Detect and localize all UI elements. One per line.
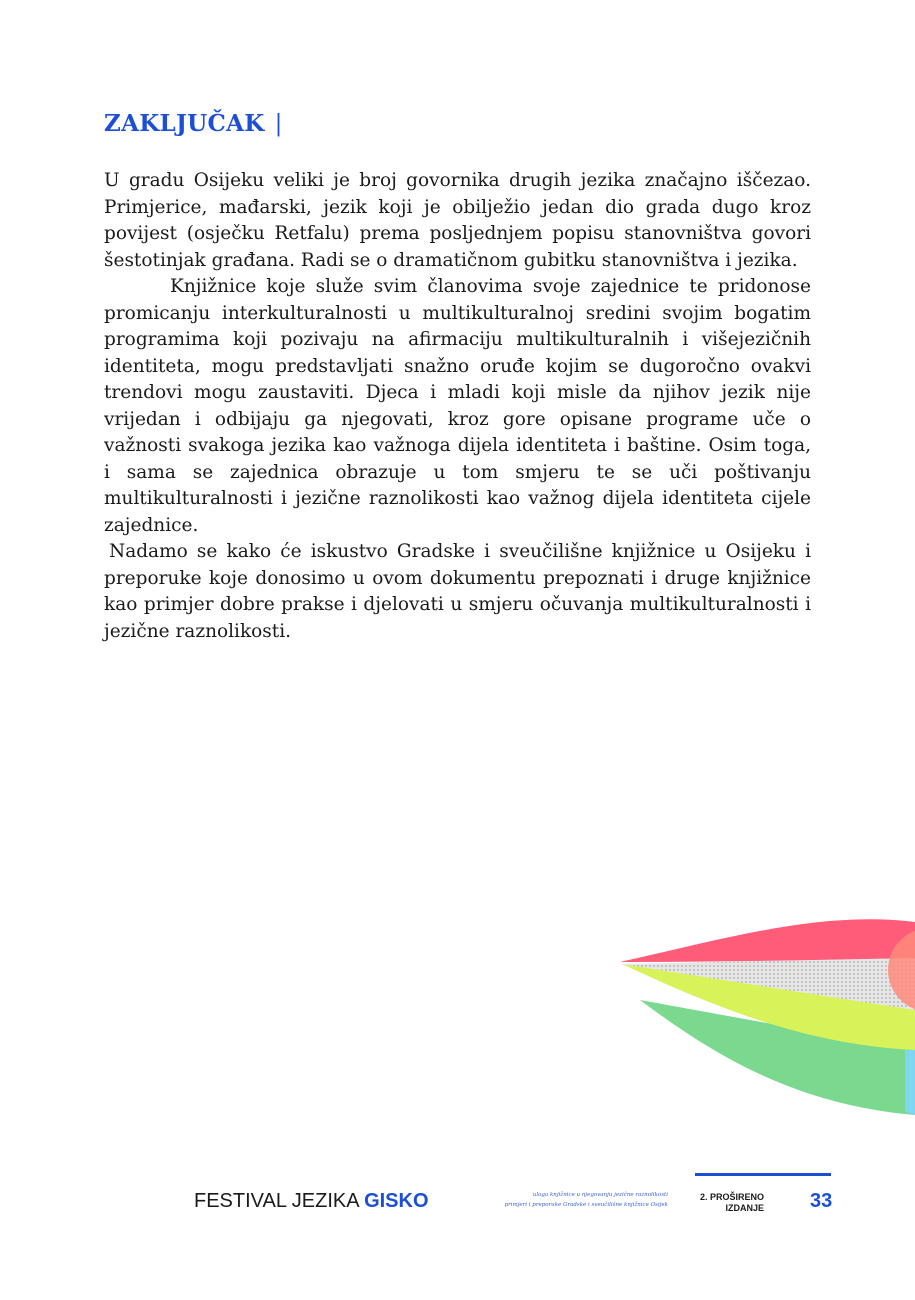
body-text [104,168,811,645]
footer-subtitle-script [468,1190,668,1210]
decor-pink-shape [620,919,915,962]
page-number: 33 [810,1190,833,1212]
footer-script-line-2: primjeri i preporuke Gradske i sveučilišne knjižnice Osijek [504,1202,668,1208]
edition-line-2: IZDANJE [725,1203,764,1213]
footer-script-line-1: uloga knjižnice u njegovanju jezične raznolikosti [532,1192,668,1198]
decorative-shape-graphic [600,900,915,1160]
page-heading [104,110,283,137]
paragraph-1: U gradu Osijeku veliki je broj govornika drugih jezika značajno iščezao. Primjerice, mađarski, jezik koji je obilježio jedan dio grada dugo kroz povijest (osječku Retfalu) prema posljednjem popisu stanovništva govori šestotinjak građana. Radi se o dramatičnom gubitku stanovništva i jezika. [104,170,811,271]
footer-title-brand: GISKO [364,1190,429,1212]
footer-edition [688,1192,764,1214]
footer-accent-line [695,1173,831,1176]
heading-separator: | [274,111,283,137]
paragraph-2: Knjižnice koje služe svim članovima svoje zajednice te pridonose promicanju interkulturalnosti u multikulturalnoj sredini svojim bogatim programima koji pozivaju na afirmaciju multikulturalnih i višejezičnih identiteta, mogu predstavljati snažno oruđe kojim se dugoročno ovakvi trendovi mogu zaustaviti. Djeca i mladi koji misle da njihov jezik nije vrijedan i odbijaju ga njegovati, kroz gore opisane programe uče o važnosti svakoga jezika kao važnoga dijela identiteta i baštine. Osim toga, i sama se zajednica obrazuje u tom smjeru te se uči poštivanju multikulturalnosti i jezične raznolikosti kao važnog dijela identiteta cijele zajednice. [104,276,811,536]
decor-cyan-shape [905,1050,915,1115]
heading-title: ZAKLJUČAK [104,110,265,137]
edition-line-1: 2. PROŠIRENO [699,1192,764,1202]
footer-title-plain: FESTIVAL JEZIKA [194,1190,365,1212]
footer-title [194,1190,429,1213]
paragraph-3: Nadamo se kako će iskustvo Gradske i sveučilišne knjižnice u Osijeku i preporuke koje donosimo u ovom dokumentu prepoznati i druge knjižnice kao primjer dobre prakse i djelovati u smjeru očuvanja multikulturalnosti i jezične raznolikosti. [104,541,811,642]
